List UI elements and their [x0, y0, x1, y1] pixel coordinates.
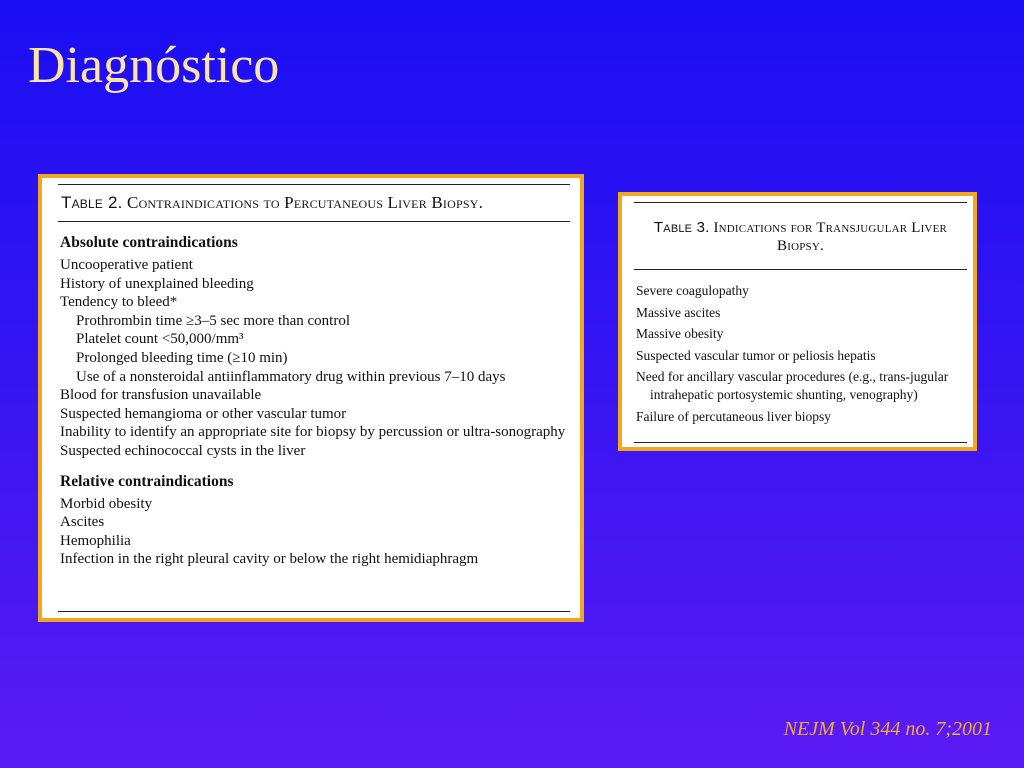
table-row: Suspected hemangioma or other vascular tumor	[60, 405, 347, 422]
table-caption-text: Indications for Transjugular Liver Biopsy.	[713, 220, 948, 254]
absolute-contraindications-heading: Absolute contraindications	[60, 234, 238, 251]
transjugular-indications-table	[618, 192, 977, 451]
table-row: Failure of percutaneous liver biopsy	[636, 408, 831, 424]
table-row: Suspected echinococcal cysts in the liver	[60, 442, 306, 459]
table-row: Tendency to bleed*	[60, 294, 178, 311]
table-row: Blood for transfusion unavailable	[60, 387, 262, 404]
table-row: Morbid obesity	[60, 495, 153, 512]
table-row: Suspected vascular tumor or peliosis hepatis	[636, 347, 876, 363]
table-row: Uncooperative patient	[60, 257, 193, 273]
table-caption	[634, 203, 967, 270]
table-row: Massive ascites	[636, 304, 721, 320]
table-caption	[58, 185, 570, 222]
citation: NEJM Vol 344 no. 7;2001	[783, 718, 992, 740]
table-label: Table 3.	[653, 219, 710, 236]
relative-contraindications-heading: Relative contraindications	[60, 472, 234, 490]
table-row: History of unexplained bleeding	[60, 275, 254, 292]
table-row: Massive obesity	[636, 326, 724, 342]
table-row: Ascites	[60, 514, 105, 531]
table-row: Inability to identify an appropriate site for biopsy by percussion or ultra-sonography	[60, 424, 566, 441]
table-row: Prothrombin time ≥3–5 sec more than control	[76, 312, 351, 329]
table-row: Platelet count <50,000/mm³	[76, 331, 244, 348]
table-row: Prolonged bleeding time (≥10 min)	[76, 349, 288, 366]
table-row: Use of a nonsteroidal antiinflammatory drug within previous 7–10 days	[76, 368, 506, 385]
table-row: Infection in the right pleural cavity or below the right hemidiaphragm	[60, 551, 479, 568]
table-caption-text: Contraindications to Percutaneous Liver Biopsy.	[127, 193, 484, 212]
table-row: Hemophilia	[60, 532, 131, 549]
contraindications-table	[38, 174, 584, 622]
table-bottom-rule	[634, 442, 967, 443]
table-row: Need for ancillary vascular procedures (e.g., trans-jugular intrahepatic portosystemic shunting, venography)	[636, 369, 949, 402]
table-bottom-rule	[58, 611, 570, 612]
table-row: Severe coagulopathy	[636, 283, 749, 298]
slide-title: Diagnóstico	[28, 37, 280, 94]
table-label: Table 2.	[61, 193, 123, 212]
